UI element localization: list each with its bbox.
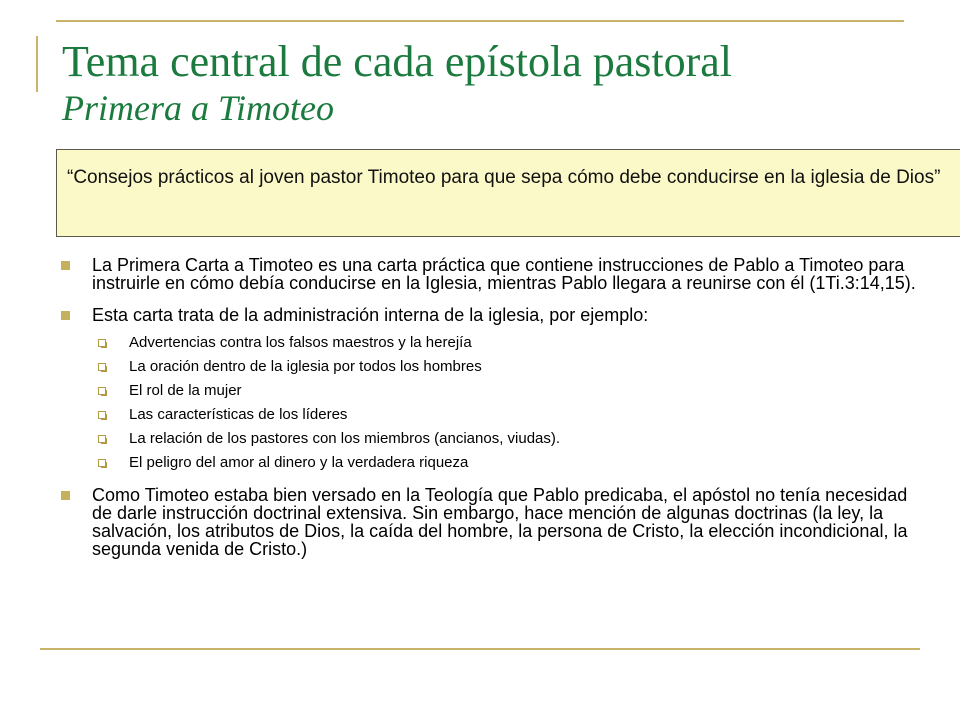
sub-bullet-text: Advertencias contra los falsos maestros y la herejía [129, 334, 472, 351]
box-bullet-icon [98, 435, 106, 443]
quote-text: “Consejos prácticos al joven pastor Timoteo para que sepa cómo debe conducirse en la iglesia de Dios” [67, 167, 941, 188]
sub-bullet-text: El rol de la mujer [129, 382, 242, 399]
sub-bullet-text: La oración dentro de la iglesia por todos los hombres [129, 358, 482, 375]
sub-bullet-item [56, 454, 916, 478]
bullet-item [56, 486, 916, 558]
slide-title: Tema central de cada epístola pastoral [62, 37, 733, 86]
bullet-item [56, 256, 916, 292]
square-bullet-icon [61, 491, 70, 500]
bullet-text: Como Timoteo estaba bien versado en la Teología que Pablo predicaba, el apóstol no tenía necesidad de darle instrucción doctrinal extensiva. Sin embargo, hace mención de algunas doctrinas (la ley, la salvación, los atributos de Dios, la caída del hombre, la persona de Cristo, la elección incondicional, la segunda venida de Cristo.) [92, 485, 908, 559]
box-bullet-icon [98, 339, 106, 347]
bullet-text: La Primera Carta a Timoteo es una carta práctica que contiene instrucciones de Pablo a Timoteo para instruirle en cómo debía conducirse en la Iglesia, mientras Pablo llegara a reunirse con él (1Ti.3:14,15). [92, 255, 916, 293]
bullet-text: Esta carta trata de la administración interna de la iglesia, por ejemplo: [92, 305, 649, 325]
sub-bullet-item [56, 334, 916, 358]
sub-bullet-item [56, 382, 916, 406]
bottom-rule [40, 648, 920, 650]
sub-bullet-item [56, 358, 916, 382]
sub-bullet-item [56, 430, 916, 454]
square-bullet-icon [61, 311, 70, 320]
left-rule [36, 36, 38, 92]
title-block [62, 38, 922, 128]
quote-box [56, 149, 960, 237]
square-bullet-icon [61, 261, 70, 270]
box-bullet-icon [98, 363, 106, 371]
sub-bullet-list [56, 334, 916, 478]
slide-subtitle: Primera a Timoteo [62, 88, 335, 128]
box-bullet-icon [98, 387, 106, 395]
sub-bullet-text: La relación de los pastores con los miembros (ancianos, viudas). [129, 430, 561, 447]
sub-bullet-text: El peligro del amor al dinero y la verdadera riqueza [129, 454, 469, 471]
top-rule [56, 20, 904, 22]
sub-bullet-text: Las características de los líderes [129, 406, 348, 423]
bullet-item [56, 306, 916, 324]
sub-bullet-item [56, 406, 916, 430]
box-bullet-icon [98, 459, 106, 467]
box-bullet-icon [98, 411, 106, 419]
slide-content [56, 256, 916, 558]
